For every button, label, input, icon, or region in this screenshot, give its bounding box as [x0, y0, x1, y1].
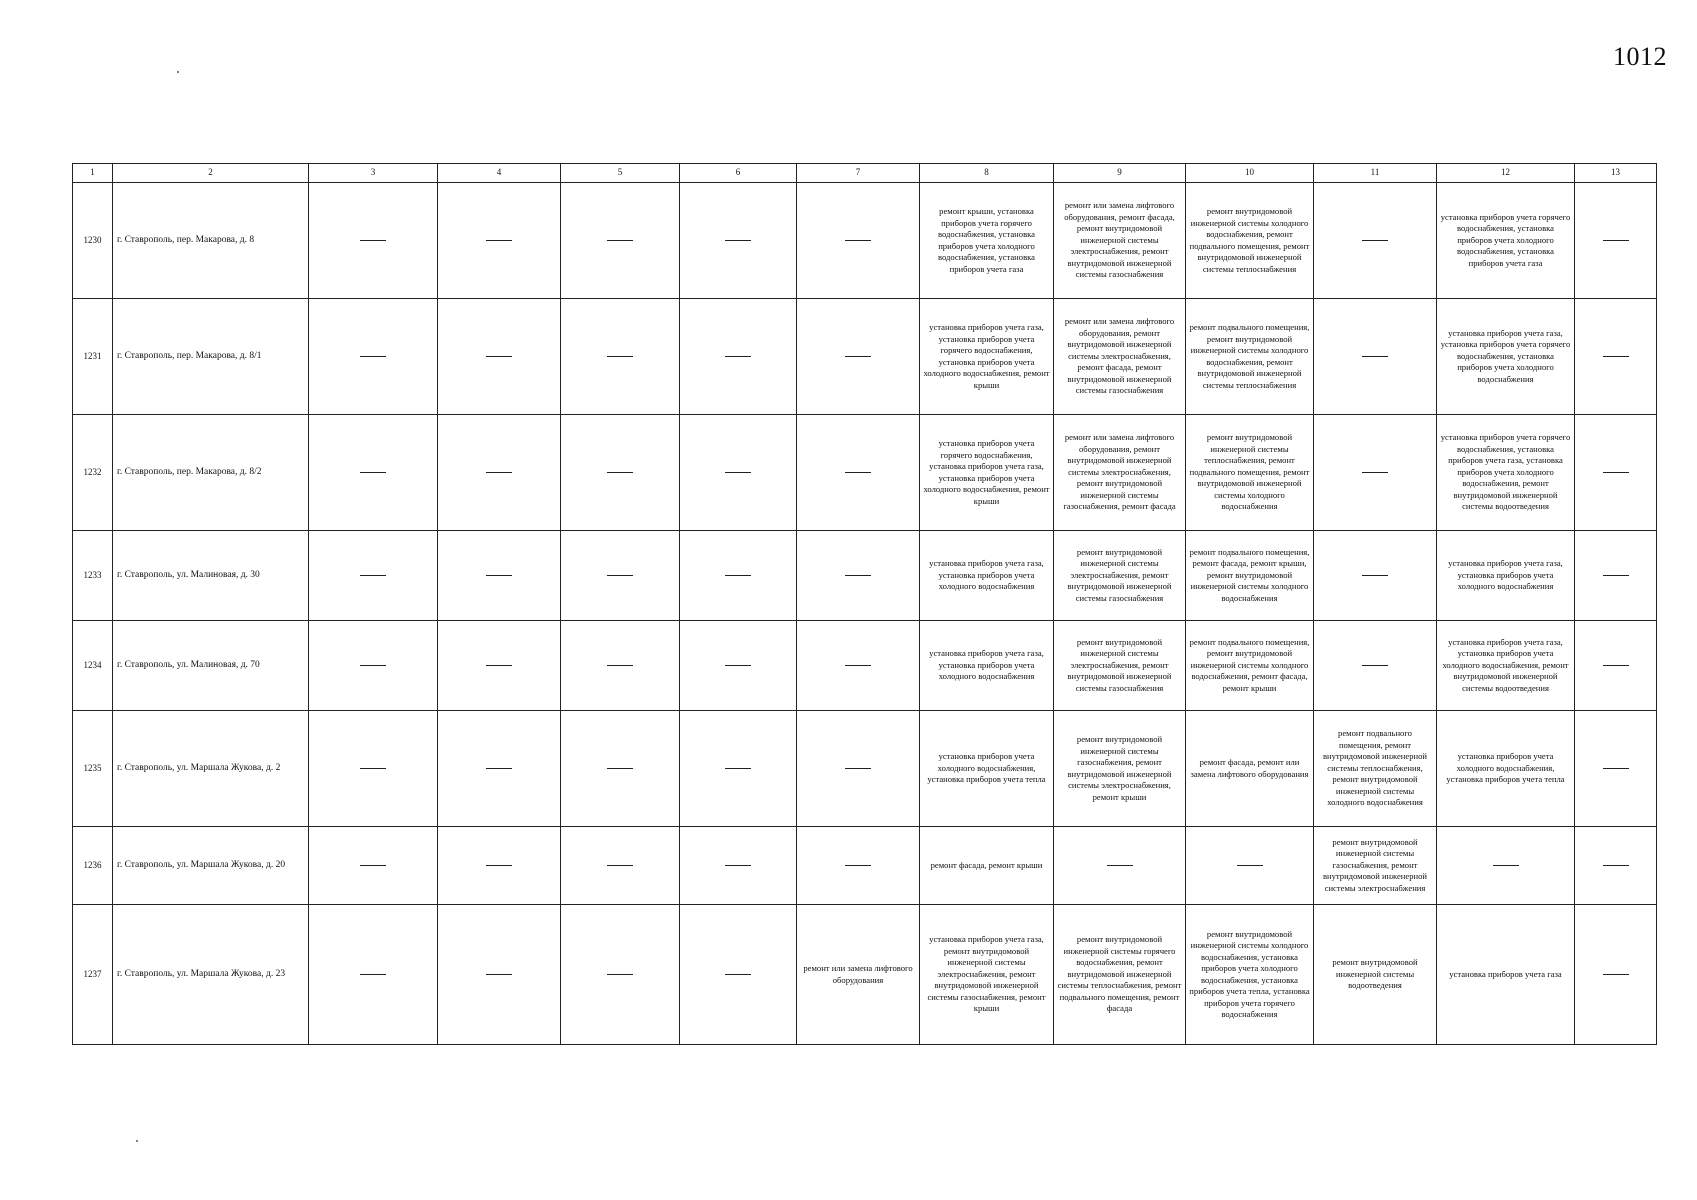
work-description-cell: ремонт или замена лифтового оборудования, ремонт внутридомовой инженерной системы электроснабжения, ремонт фасада, ремонт внутридомовой инженерной системы газоснабжения	[1054, 299, 1186, 415]
empty-dash-cell	[797, 299, 920, 415]
scan-speck	[136, 1140, 138, 1142]
dash-mark	[845, 240, 871, 241]
dash-mark	[607, 768, 633, 769]
table-row	[73, 621, 1657, 711]
column-header-9: 9	[1054, 164, 1186, 183]
empty-dash-cell	[438, 415, 561, 531]
dash-mark	[360, 575, 386, 576]
dash-mark	[845, 356, 871, 357]
empty-dash-cell	[438, 183, 561, 299]
dash-mark	[1362, 240, 1388, 241]
address-cell: г. Ставрополь, пер. Макарова, д. 8	[113, 183, 309, 299]
dash-mark	[486, 356, 512, 357]
page-number: 1012	[1613, 42, 1667, 71]
row-number-cell: 1237	[73, 905, 113, 1045]
empty-dash-cell	[309, 183, 438, 299]
empty-dash-cell	[1575, 827, 1657, 905]
empty-dash-cell	[309, 905, 438, 1045]
dash-mark	[1362, 665, 1388, 666]
work-description-cell: ремонт внутридомовой инженерной системы электроснабжения, ремонт внутридомовой инженерной системы газоснабжения	[1054, 531, 1186, 621]
dash-mark	[1603, 974, 1629, 975]
dash-mark	[725, 472, 751, 473]
empty-dash-cell	[680, 827, 797, 905]
work-description-cell: установка приборов учета горячего водоснабжения, установка приборов учета газа, установка приборов учета холодного водоснабжения, ремонт внутридомовой инженерной системы водоотведения	[1437, 415, 1575, 531]
column-header-2: 2	[113, 164, 309, 183]
dash-mark	[607, 974, 633, 975]
work-description-cell: ремонт или замена лифтового оборудования, ремонт фасада, ремонт внутридомовой инженерной системы электроснабжения, ремонт внутридомовой инженерной системы газоснабжения	[1054, 183, 1186, 299]
dash-mark	[486, 472, 512, 473]
dash-mark	[486, 865, 512, 866]
empty-dash-cell	[797, 415, 920, 531]
empty-dash-cell	[797, 711, 920, 827]
empty-dash-cell	[309, 711, 438, 827]
empty-dash-cell	[680, 711, 797, 827]
dash-mark	[486, 665, 512, 666]
empty-dash-cell	[1575, 299, 1657, 415]
table-row	[73, 827, 1657, 905]
row-number-cell: 1231	[73, 299, 113, 415]
dash-mark	[360, 974, 386, 975]
table-row	[73, 415, 1657, 531]
column-header-7: 7	[797, 164, 920, 183]
empty-dash-cell	[309, 621, 438, 711]
column-header-8: 8	[920, 164, 1054, 183]
empty-dash-cell	[797, 827, 920, 905]
empty-dash-cell	[1575, 415, 1657, 531]
column-header-6: 6	[680, 164, 797, 183]
column-header-10: 10	[1186, 164, 1314, 183]
empty-dash-cell	[680, 299, 797, 415]
dash-mark	[725, 865, 751, 866]
table-row	[73, 299, 1657, 415]
table-row	[73, 711, 1657, 827]
repair-schedule-table	[72, 163, 1657, 1045]
dash-mark	[1107, 865, 1133, 866]
row-number-cell: 1234	[73, 621, 113, 711]
column-header-1: 1	[73, 164, 113, 183]
address-cell: г. Ставрополь, ул. Малиновая, д. 70	[113, 621, 309, 711]
column-header-5: 5	[561, 164, 680, 183]
empty-dash-cell	[680, 415, 797, 531]
dash-mark	[607, 575, 633, 576]
dash-mark	[725, 974, 751, 975]
address-cell: г. Ставрополь, ул. Малиновая, д. 30	[113, 531, 309, 621]
empty-dash-cell	[438, 299, 561, 415]
empty-dash-cell	[680, 183, 797, 299]
work-description-cell: ремонт внутридомовой инженерной системы газоснабжения, ремонт внутридомовой инженерной системы электроснабжения, ремонт крыши	[1054, 711, 1186, 827]
row-number-cell: 1236	[73, 827, 113, 905]
dash-mark	[607, 240, 633, 241]
empty-dash-cell	[309, 415, 438, 531]
work-description-cell: установка приборов учета холодного водоснабжения, установка приборов учета тепла	[1437, 711, 1575, 827]
table-row	[73, 531, 1657, 621]
dash-mark	[845, 665, 871, 666]
empty-dash-cell	[561, 415, 680, 531]
work-description-cell: ремонт внутридомовой инженерной системы теплоснабжения, ремонт подвального помещения, ремонт внутридомовой инженерной системы холодного водоснабжения	[1186, 415, 1314, 531]
dash-mark	[725, 356, 751, 357]
dash-mark	[1603, 768, 1629, 769]
work-description-cell: ремонт внутридомовой инженерной системы водоотведения	[1314, 905, 1437, 1045]
dash-mark	[360, 472, 386, 473]
empty-dash-cell	[1314, 299, 1437, 415]
work-description-cell: ремонт подвального помещения, ремонт внутридомовой инженерной системы холодного водоснабжения, ремонт внутридомовой инженерной системы теплоснабжения	[1186, 299, 1314, 415]
empty-dash-cell	[309, 827, 438, 905]
empty-dash-cell	[797, 621, 920, 711]
work-description-cell: установка приборов учета горячего водоснабжения, установка приборов учета газа, установка приборов учета холодного водоснабжения, ремонт крыши	[920, 415, 1054, 531]
dash-mark	[1603, 356, 1629, 357]
dash-mark	[1362, 356, 1388, 357]
empty-dash-cell	[438, 621, 561, 711]
empty-dash-cell	[680, 531, 797, 621]
empty-dash-cell	[797, 183, 920, 299]
empty-dash-cell	[438, 531, 561, 621]
dash-mark	[1603, 865, 1629, 866]
dash-mark	[1362, 575, 1388, 576]
empty-dash-cell	[680, 905, 797, 1045]
dash-mark	[486, 575, 512, 576]
work-description-cell: установка приборов учета горячего водоснабжения, установка приборов учета холодного водоснабжения, установка приборов учета газа	[1437, 183, 1575, 299]
address-cell: г. Ставрополь, пер. Макарова, д. 8/1	[113, 299, 309, 415]
dash-mark	[845, 865, 871, 866]
dash-mark	[607, 665, 633, 666]
address-cell: г. Ставрополь, пер. Макарова, д. 8/2	[113, 415, 309, 531]
work-description-cell: установка приборов учета газа, установка приборов учета холодного водоснабжения	[920, 531, 1054, 621]
dash-mark	[486, 240, 512, 241]
dash-mark	[486, 768, 512, 769]
column-header-4: 4	[438, 164, 561, 183]
empty-dash-cell	[309, 531, 438, 621]
dash-mark	[845, 575, 871, 576]
empty-dash-cell	[561, 621, 680, 711]
dash-mark	[845, 768, 871, 769]
empty-dash-cell	[438, 905, 561, 1045]
empty-dash-cell	[1575, 621, 1657, 711]
row-number-cell: 1230	[73, 183, 113, 299]
work-description-cell: установка приборов учета газа, установка приборов учета горячего водоснабжения, установка приборов учета холодного водоснабжения	[1437, 299, 1575, 415]
empty-dash-cell	[1314, 621, 1437, 711]
empty-dash-cell	[561, 299, 680, 415]
empty-dash-cell	[1575, 711, 1657, 827]
dash-mark	[1603, 665, 1629, 666]
dash-mark	[725, 768, 751, 769]
work-description-cell: ремонт внутридомовой инженерной системы газоснабжения, ремонт внутридомовой инженерной системы электроснабжения	[1314, 827, 1437, 905]
empty-dash-cell	[1314, 415, 1437, 531]
row-number-cell: 1232	[73, 415, 113, 531]
work-description-cell: установка приборов учета газа, установка приборов учета горячего водоснабжения, установка приборов учета холодного водоснабжения, ремонт крыши	[920, 299, 1054, 415]
work-description-cell: ремонт или замена лифтового оборудования, ремонт внутридомовой инженерной системы электроснабжения, ремонт внутридомовой инженерной системы газоснабжения, ремонт фасада	[1054, 415, 1186, 531]
empty-dash-cell	[680, 621, 797, 711]
column-number-row	[73, 164, 1657, 183]
dash-mark	[360, 768, 386, 769]
dash-mark	[1603, 240, 1629, 241]
empty-dash-cell	[561, 183, 680, 299]
empty-dash-cell	[797, 531, 920, 621]
empty-dash-cell	[1575, 183, 1657, 299]
empty-dash-cell	[561, 905, 680, 1045]
dash-mark	[845, 472, 871, 473]
dash-mark	[1362, 472, 1388, 473]
work-description-cell: установка приборов учета газа, установка приборов учета холодного водоснабжения, ремонт внутридомовой инженерной системы водоотведения	[1437, 621, 1575, 711]
row-number-cell: 1233	[73, 531, 113, 621]
column-header-12: 12	[1437, 164, 1575, 183]
dash-mark	[725, 575, 751, 576]
work-description-cell: ремонт внутридомовой инженерной системы холодного водоснабжения, ремонт подвального помещения, ремонт внутридомовой инженерной системы теплоснабжения	[1186, 183, 1314, 299]
dash-mark	[1237, 865, 1263, 866]
dash-mark	[725, 240, 751, 241]
dash-mark	[1493, 865, 1519, 866]
empty-dash-cell	[1314, 183, 1437, 299]
work-description-cell: установка приборов учета холодного водоснабжения, установка приборов учета тепла	[920, 711, 1054, 827]
empty-dash-cell	[438, 711, 561, 827]
dash-mark	[1603, 575, 1629, 576]
dash-mark	[725, 665, 751, 666]
dash-mark	[607, 865, 633, 866]
empty-dash-cell	[561, 531, 680, 621]
empty-dash-cell	[438, 827, 561, 905]
empty-dash-cell	[1575, 531, 1657, 621]
scan-speck	[177, 71, 179, 73]
column-header-13: 13	[1575, 164, 1657, 183]
empty-dash-cell	[561, 827, 680, 905]
dash-mark	[486, 974, 512, 975]
dash-mark	[360, 240, 386, 241]
work-description-cell: ремонт подвального помещения, ремонт внутридомовой инженерной системы холодного водоснабжения, ремонт фасада, ремонт крыши	[1186, 621, 1314, 711]
work-description-cell: установка приборов учета газа	[1437, 905, 1575, 1045]
address-cell: г. Ставрополь, ул. Маршала Жукова, д. 20	[113, 827, 309, 905]
empty-dash-cell	[1186, 827, 1314, 905]
work-description-cell: ремонт подвального помещения, ремонт внутридомовой инженерной системы теплоснабжения, ремонт внутридомовой инженерной системы холодного водоснабжения	[1314, 711, 1437, 827]
column-header-3: 3	[309, 164, 438, 183]
work-description-cell: ремонт фасада, ремонт крыши	[920, 827, 1054, 905]
work-description-cell: ремонт внутридомовой инженерной системы электроснабжения, ремонт внутридомовой инженерной системы газоснабжения	[1054, 621, 1186, 711]
empty-dash-cell	[561, 711, 680, 827]
work-description-cell: ремонт крыши, установка приборов учета горячего водоснабжения, установка приборов учета холодного водоснабжения, установка приборов учета газа	[920, 183, 1054, 299]
table-row	[73, 905, 1657, 1045]
work-description-cell: установка приборов учета газа, установка приборов учета холодного водоснабжения	[920, 621, 1054, 711]
table-row	[73, 183, 1657, 299]
empty-dash-cell	[1314, 531, 1437, 621]
empty-dash-cell	[309, 299, 438, 415]
dash-mark	[360, 665, 386, 666]
empty-dash-cell	[1575, 905, 1657, 1045]
column-header-11: 11	[1314, 164, 1437, 183]
work-description-cell: ремонт внутридомовой инженерной системы холодного водоснабжения, установка приборов учета холодного водоснабжения, установка приборов учета тепла, установка приборов учета горячего водоснабжения	[1186, 905, 1314, 1045]
work-description-cell: установка приборов учета газа, установка приборов учета холодного водоснабжения	[1437, 531, 1575, 621]
table-body	[73, 183, 1657, 1045]
address-cell: г. Ставрополь, ул. Маршала Жукова, д. 23	[113, 905, 309, 1045]
dash-mark	[360, 356, 386, 357]
work-description-cell: ремонт или замена лифтового оборудования	[797, 905, 920, 1045]
dash-mark	[1603, 472, 1629, 473]
work-description-cell: установка приборов учета газа, ремонт внутридомовой инженерной системы электроснабжения, ремонт внутридомовой инженерной системы газоснабжения, ремонт крыши	[920, 905, 1054, 1045]
work-description-cell: ремонт подвального помещения, ремонт фасада, ремонт крыши, ремонт внутридомовой инженерной системы холодного водоснабжения	[1186, 531, 1314, 621]
work-description-cell: ремонт внутридомовой инженерной системы горячего водоснабжения, ремонт внутридомовой инженерной системы теплоснабжения, ремонт подвального помещения, ремонт фасада	[1054, 905, 1186, 1045]
address-cell: г. Ставрополь, ул. Маршала Жукова, д. 2	[113, 711, 309, 827]
dash-mark	[360, 865, 386, 866]
empty-dash-cell	[1054, 827, 1186, 905]
row-number-cell: 1235	[73, 711, 113, 827]
dash-mark	[607, 356, 633, 357]
work-description-cell: ремонт фасада, ремонт или замена лифтового оборудования	[1186, 711, 1314, 827]
dash-mark	[607, 472, 633, 473]
empty-dash-cell	[1437, 827, 1575, 905]
